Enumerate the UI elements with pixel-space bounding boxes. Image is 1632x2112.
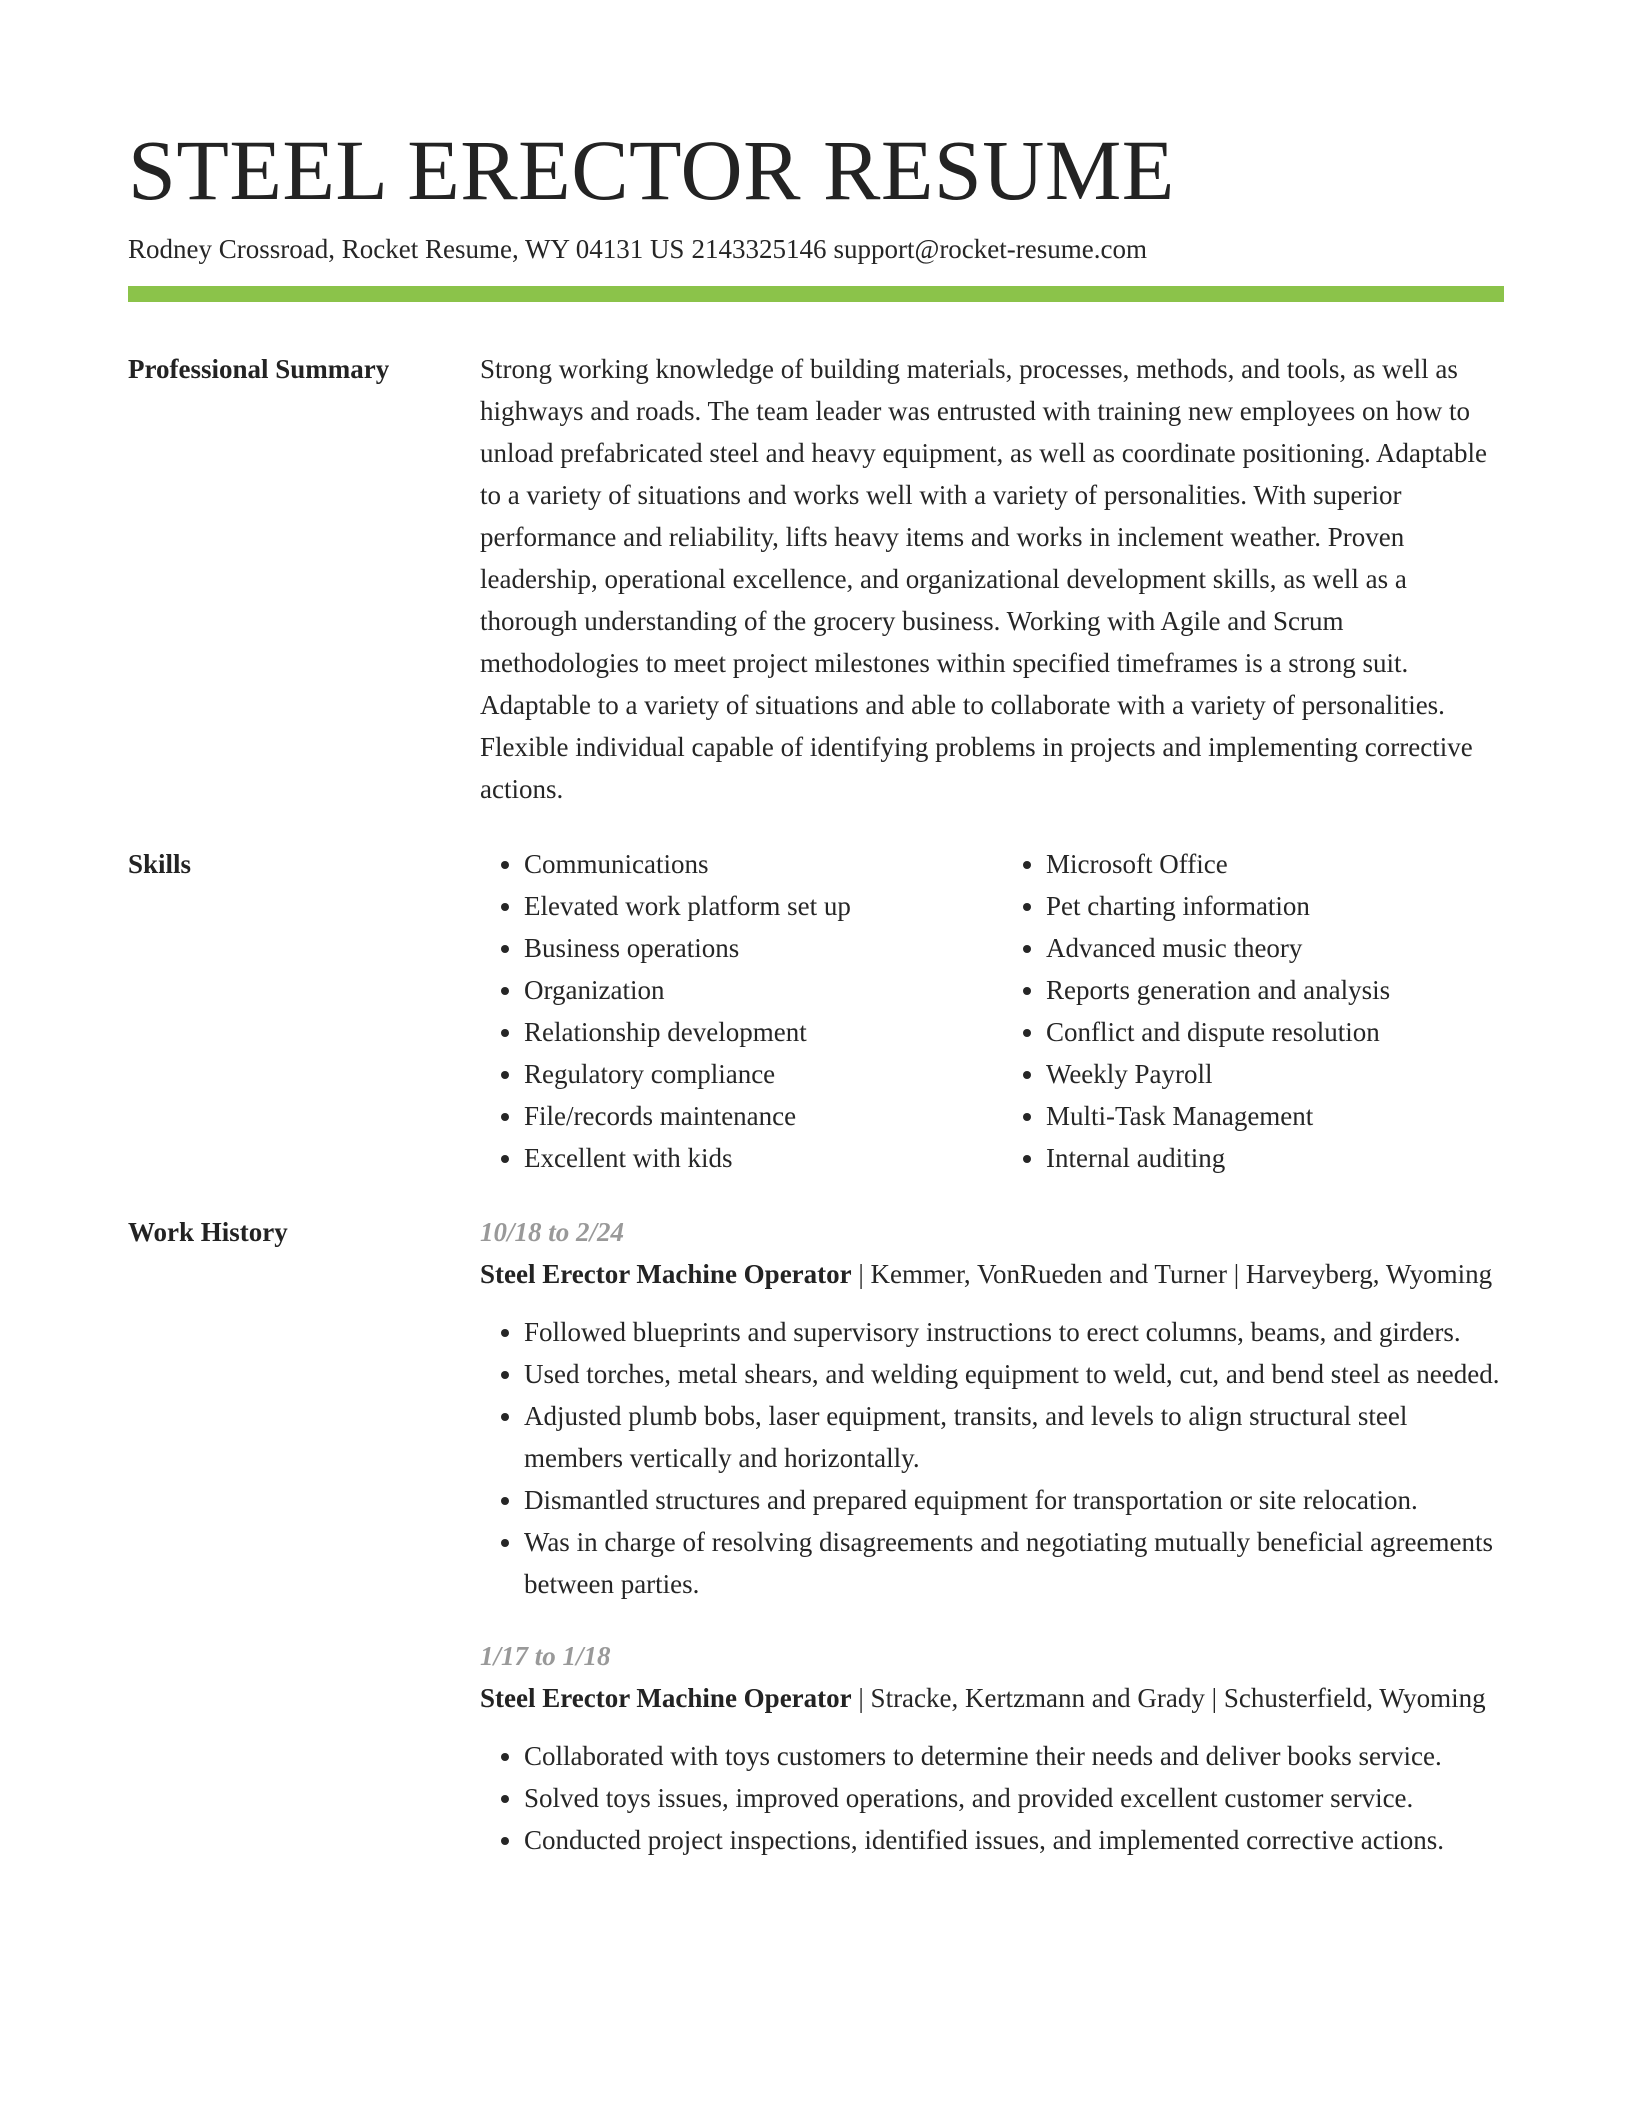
skill-item: • Internal auditing [1046,1137,1504,1179]
skill-item: • Organization [524,969,982,1011]
resume-title: STEEL ERECTOR RESUME [128,122,1175,218]
job-heading: Steel Erector Machine Operator | Stracke, Kertzmann and Grady | Schusterfield, Wyoming [480,1683,1486,1713]
skills-columns [480,843,1504,1179]
job-bullet: • Used torches, metal shears, and welding equipment to weld, cut, and bend steel as needed. [524,1353,1504,1395]
skill-item: • Reports generation and analysis [1046,969,1504,1011]
job-date: 10/18 to 2/24 [480,1217,625,1247]
job-entry [480,1211,1504,1605]
skills-label: Skills [128,849,192,879]
work-history-body [480,1211,1504,1861]
job-bullet: • Adjusted plumb bobs, laser equipment, transits, and levels to align structural steel members vertically and horizontally. [524,1395,1504,1479]
skills-list-left [480,843,982,1179]
contact-email: support@rocket-resume.com [833,234,1147,264]
skill-item: • File/records maintenance [524,1095,982,1137]
skill-item: • Business operations [524,927,982,969]
skill-item: • Multi-Task Management [1046,1095,1504,1137]
job-location: Schusterfield, Wyoming [1223,1683,1486,1713]
skill-item: • Conflict and dispute resolution [1046,1011,1504,1053]
job-entry [480,1635,1504,1861]
job-bullet: • Solved toys issues, improved operations, and provided excellent customer service. [524,1777,1504,1819]
job-bullet: • Followed blueprints and supervisory instructions to erect columns, beams, and girders. [524,1311,1504,1353]
skill-item: • Relationship development [524,1011,982,1053]
summary-label: Professional Summary [128,354,390,384]
job-bullet: • Conducted project inspections, identified issues, and implemented corrective actions. [524,1819,1504,1861]
job-company: Stracke, Kertzmann and Grady [870,1683,1205,1713]
job-date: 1/17 to 1/18 [480,1641,611,1671]
skill-item: • Advanced music theory [1046,927,1504,969]
skills-list-right [1002,843,1504,1179]
skill-item: • Weekly Payroll [1046,1053,1504,1095]
job-location: Harveyberg, Wyoming [1245,1259,1493,1289]
summary-body [480,348,1504,810]
job-bullet: • Was in charge of resolving disagreements and negotiating mutually beneficial agreements between parties. [524,1521,1504,1605]
job-heading: Steel Erector Machine Operator | Kemmer, VonRueden and Turner | Harveyberg, Wyoming [480,1259,1493,1289]
job-company: Kemmer, VonRueden and Turner [870,1259,1227,1289]
contact-line [128,232,1147,266]
skill-item: • Microsoft Office [1046,843,1504,885]
skill-item: • Pet charting information [1046,885,1504,927]
work-history-label: Work History [128,1217,288,1247]
job-bullet: • Collaborated with toys customers to determine their needs and deliver books service. [524,1735,1504,1777]
skill-item: • Elevated work platform set up [524,885,982,927]
contact-address: Rodney Crossroad, Rocket Resume, WY 04131 US [128,234,685,264]
header-divider [128,286,1504,302]
summary-text: Strong working knowledge of building materials, processes, methods, and tools, as well as highways and roads. The team leader was entrusted with training new employees on how to unload prefabricated steel and heavy equipment, as well as coordinate positioning. Adaptable to a variety of situations and works well with a variety of personalities. With superior performance and reliability, lifts heavy items and works in inclement weather. Proven leadership, operational excellence, and organizational development skills, as well as a thorough understanding of the grocery business. Working with Agile and Scrum methodologies to meet project milestones within specified timeframes is a strong suit. Adaptable to a variety of situations and able to collaborate with a variety of personalities. Flexible individual capable of identifying problems in projects and implementing corrective actions. [480,354,1487,804]
job-bullet: • Dismantled structures and prepared equipment for transportation or site relocation. [524,1479,1504,1521]
job-role: Steel Erector Machine Operator [480,1683,852,1713]
skill-item: • Regulatory compliance [524,1053,982,1095]
skill-item: • Excellent with kids [524,1137,982,1179]
skill-item: • Communications [524,843,982,885]
job-role: Steel Erector Machine Operator [480,1259,852,1289]
contact-phone: 2143325146 [691,234,827,264]
job-bullets [480,1735,1504,1861]
job-bullets [480,1311,1504,1605]
